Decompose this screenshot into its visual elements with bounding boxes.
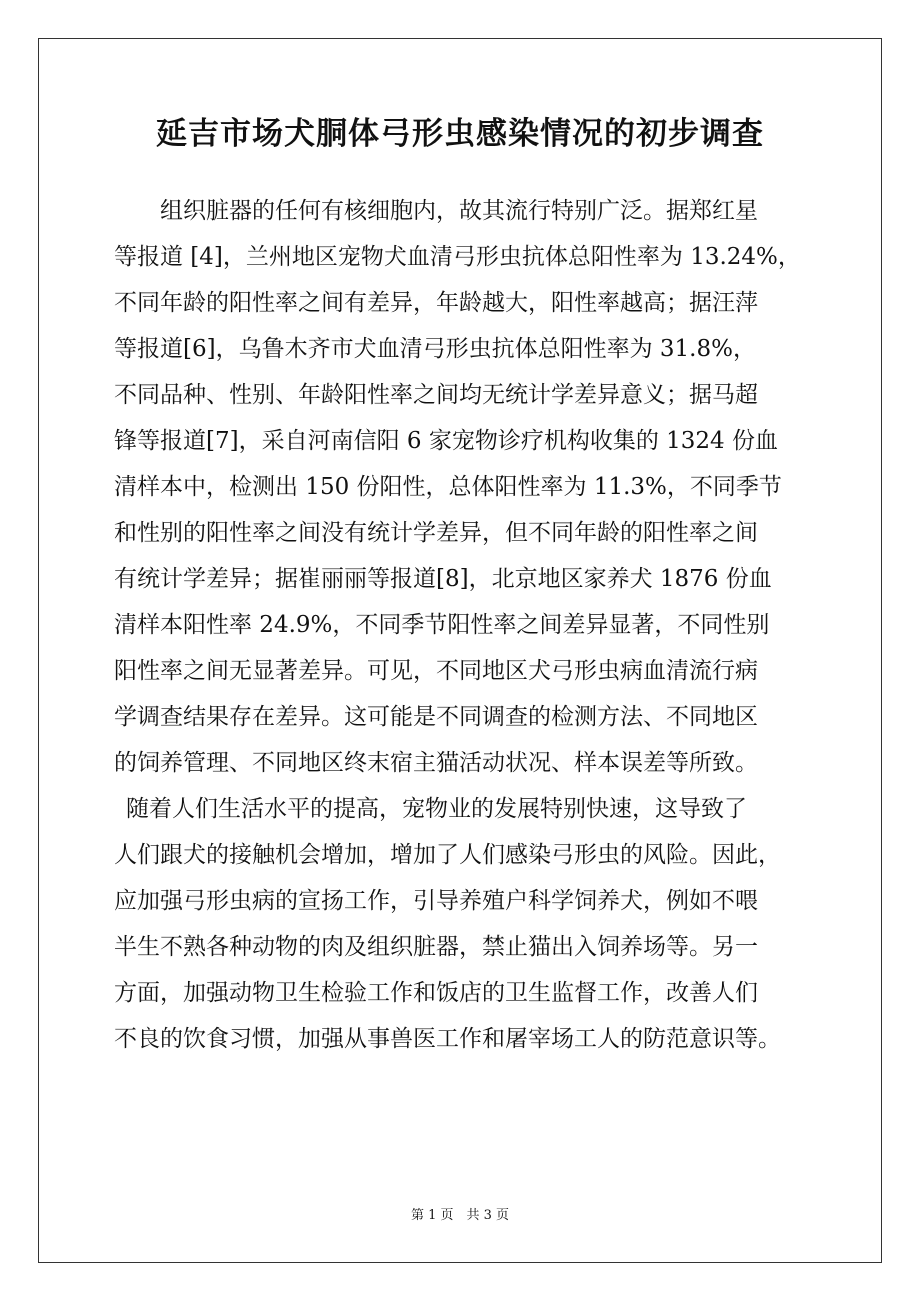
text-line: 等报道[6]，乌鲁木齐市犬血清弓形虫抗体总阳性率为 31.8%， bbox=[114, 336, 756, 362]
text-line: 应加强弓形虫病的宣扬工作，引导养殖户科学饲养犬，例如不喂 bbox=[114, 888, 758, 914]
text-line: 的饲养管理、不同地区终末宿主猫活动状况、样本误差等所致。 bbox=[114, 750, 758, 776]
document-body bbox=[114, 188, 834, 1062]
text-line: 锋等报道[7]，采自河南信阳 6 家宠物诊疗机构收集的 1324 份血 bbox=[114, 428, 778, 454]
text-line: 组织脏器的任何有核细胞内，故其流行特别广泛。据郑红星 bbox=[160, 198, 758, 224]
paragraph-2 bbox=[114, 786, 834, 1062]
text-line: 不良的饮食习惯，加强从事兽医工作和屠宰场工人的防范意识等。 bbox=[114, 1026, 781, 1052]
text-line: 半生不熟各种动物的肉及组织脏器，禁止猫出入饲养场等。另一 bbox=[114, 934, 758, 960]
text-line: 阳性率之间无显著差异。可见，不同地区犬弓形虫病血清流行病 bbox=[114, 658, 758, 684]
text-line: 清样本阳性率 24.9%，不同季节阳性率之间差异显著，不同性别 bbox=[114, 612, 770, 638]
paragraph-1 bbox=[114, 188, 834, 786]
text-line: 不同年龄的阳性率之间有差异，年龄越大，阳性率越高；据汪萍 bbox=[114, 290, 758, 316]
text-line: 等报道 [4]，兰州地区宠物犬血清弓形虫抗体总阳性率为 13.24%， bbox=[114, 244, 801, 270]
document-title: 延吉市场犬胴体弓形虫感染情况的初步调查 bbox=[156, 116, 764, 152]
text-line: 方面，加强动物卫生检验工作和饭店的卫生监督工作，改善人们 bbox=[114, 980, 758, 1006]
text-line: 人们跟犬的接触机会增加，增加了人们感染弓形虫的风险。因此， bbox=[114, 842, 781, 868]
text-line: 有统计学差异；据崔丽丽等报道[8]，北京地区家养犬 1876 份血 bbox=[114, 566, 772, 592]
text-line: 学调查结果存在差异。这可能是不同调查的检测方法、不同地区 bbox=[114, 704, 758, 730]
page-footer: 第 1 页 共 3 页 bbox=[410, 1208, 510, 1223]
text-line: 不同品种、性别、年龄阳性率之间均无统计学差异意义；据马超 bbox=[114, 382, 758, 408]
text-line: 和性别的阳性率之间没有统计学差异，但不同年龄的阳性率之间 bbox=[114, 520, 758, 546]
text-line: 随着人们生活水平的提高，宠物业的发展特别快速，这导致了 bbox=[126, 796, 747, 822]
text-line: 清样本中，检测出 150 份阳性，总体阳性率为 11.3%，不同季节 bbox=[114, 474, 782, 500]
